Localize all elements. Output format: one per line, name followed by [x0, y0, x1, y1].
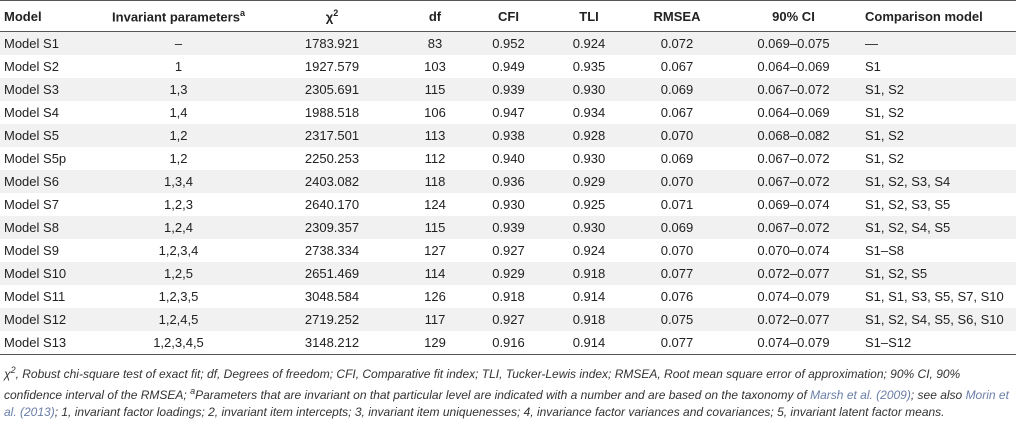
cell-cfi: 0.939 — [492, 82, 525, 97]
cell-df: 124 — [424, 197, 446, 212]
cell-cfi: 0.936 — [492, 174, 525, 189]
cell-model: Model S6 — [4, 174, 59, 189]
table-row — [0, 331, 1016, 355]
cell-rmsea: 0.067 — [660, 59, 694, 74]
cell-chi-square: 2250.253 — [304, 151, 360, 166]
cell-cfi: 0.916 — [467, 331, 550, 355]
cell-model: Model S2 — [4, 59, 59, 74]
cell-chi-square: 2403.082 — [304, 174, 360, 189]
cell-rmsea: 0.070 — [660, 243, 694, 258]
cell-df: 115 — [424, 82, 446, 97]
cell-df: 127 — [424, 243, 446, 258]
cell-chi-square: 1988.518 — [304, 105, 360, 120]
cell-chi-square: 3048.584 — [304, 289, 360, 304]
cell-rmsea: 0.069 — [660, 220, 694, 235]
cell-tli: 0.914 — [572, 289, 606, 304]
cell-invariant-parameters: 1,2,3,4,5 — [96, 331, 261, 355]
cell-tli: 0.924 — [572, 36, 606, 51]
cell-cfi: 0.918 — [492, 289, 525, 304]
cell-chi-square: 3148.212 — [261, 331, 403, 355]
cell-invariant-parameters: 1,2,5 — [164, 266, 193, 281]
cell-tli: 0.918 — [572, 312, 606, 327]
cell-model: Model S12 — [4, 312, 67, 327]
cell-90-ci: 0.067–0.072 — [757, 220, 830, 235]
cell-tli: 0.935 — [572, 59, 606, 74]
table-row — [0, 78, 1016, 101]
table-row — [0, 55, 1016, 78]
cell-rmsea: 0.076 — [660, 289, 694, 304]
header-90-ci: 90% CI — [726, 1, 861, 32]
cell-invariant-parameters: 1,3,4 — [164, 174, 193, 189]
cell-90-ci: 0.067–0.072 — [757, 151, 830, 166]
cell-df: 118 — [424, 174, 446, 189]
header-df: df — [403, 1, 467, 32]
cell-comparison-model: S1, S2, S3, S5 — [865, 197, 951, 212]
cell-rmsea: 0.067 — [660, 105, 694, 120]
cell-model: Model S11 — [4, 289, 66, 304]
cell-comparison-model: S1–S8 — [865, 243, 905, 258]
cell-rmsea: 0.071 — [660, 197, 694, 212]
header-row — [0, 1, 1016, 32]
cell-cfi: 0.940 — [492, 151, 525, 166]
cell-tli: 0.930 — [572, 220, 606, 235]
cell-chi-square: 2317.501 — [304, 128, 360, 143]
cell-chi-square: 2305.691 — [304, 82, 360, 97]
cell-model: Model S9 — [4, 243, 59, 258]
cell-comparison-model: S1, S2 — [865, 128, 905, 143]
cell-df: 115 — [424, 220, 446, 235]
cell-model: Model S5p — [4, 151, 67, 166]
cell-df: 106 — [424, 105, 446, 120]
table-footnote: $\chi^2$, Robust chi-square test of exact fit; df, Degrees of freedom; CFI, Comparative fit index; TLI, Tucker-Lewis index; RMSEA, Root mean square error of approximation; 90% CI, 90% confidence interval of the RMSEA; $^a$Parameters that are invariant on that particular level are indicated with a number and are based on the taxonomy of Marsh et al. (2009); see also Morin et al. (2013); 1, invariant factor loadings; 2, invariant item intercepts; 3, invariant item uniquenesses; 4, invariance factor variances and covariances; 5, invariant latent factor means. — [4, 365, 1009, 419]
cell-invariant-parameters: 1,2,4 — [164, 220, 193, 235]
cell-tli: 0.918 — [572, 266, 606, 281]
cell-comparison-model: — — [865, 36, 878, 51]
cell-comparison-model: S1 — [865, 59, 881, 74]
cell-cfi: 0.947 — [492, 105, 525, 120]
cell-df: 103 — [424, 59, 446, 74]
table-row — [0, 285, 1016, 308]
cell-tli: 0.914 — [550, 331, 628, 355]
cell-tli: 0.925 — [572, 197, 606, 212]
cell-chi-square: 2640.170 — [304, 197, 360, 212]
cell-cfi: 0.930 — [492, 197, 525, 212]
cell-90-ci: 0.064–0.069 — [757, 59, 830, 74]
citation-link-morin[interactable]: Morin et al. (2013) — [4, 388, 1009, 419]
cell-comparison-model: S1, S2, S5 — [865, 266, 928, 281]
cell-comparison-model: S1, S2 — [865, 151, 905, 166]
table-body — [0, 32, 1016, 355]
cell-rmsea: 0.070 — [660, 174, 694, 189]
cell-rmsea: 0.077 — [628, 331, 726, 355]
cell-cfi: 0.952 — [492, 36, 525, 51]
cell-df: 112 — [424, 151, 446, 166]
table-row — [0, 101, 1016, 124]
table-row — [0, 170, 1016, 193]
cell-comparison-model: S1–S12 — [861, 331, 1016, 355]
cell-model: Model S1 — [4, 36, 59, 51]
cell-model: Model S8 — [4, 220, 59, 235]
cell-90-ci: 0.067–0.072 — [757, 82, 830, 97]
cell-invariant-parameters: 1,4 — [169, 105, 188, 120]
cell-tli: 0.930 — [572, 151, 606, 166]
table-row — [0, 239, 1016, 262]
header-rmsea: RMSEA — [628, 1, 726, 32]
cell-comparison-model: S1, S2 — [865, 82, 905, 97]
cell-rmsea: 0.070 — [660, 128, 694, 143]
cell-chi-square: 2738.334 — [304, 243, 360, 258]
header-cfi: CFI — [467, 1, 550, 32]
cell-rmsea: 0.069 — [660, 151, 694, 166]
cell-90-ci: 0.070–0.074 — [757, 243, 830, 258]
cell-tli: 0.924 — [572, 243, 606, 258]
cell-comparison-model: S1, S1, S3, S5, S7, S10 — [865, 289, 1004, 304]
cell-model: Model S7 — [4, 197, 59, 212]
cell-invariant-parameters: 1,2,3 — [164, 197, 193, 212]
table-row — [0, 308, 1016, 331]
cell-90-ci: 0.072–0.077 — [757, 266, 830, 281]
cell-rmsea: 0.077 — [660, 266, 694, 281]
cell-model: Model S13 — [0, 331, 96, 355]
cell-rmsea: 0.072 — [660, 36, 694, 51]
cell-invariant-parameters: 1,2,3,5 — [158, 289, 199, 304]
header-chi-square: $\chi^2$ — [261, 1, 403, 32]
cell-rmsea: 0.075 — [660, 312, 694, 327]
cell-df: 117 — [424, 312, 446, 327]
cell-tli: 0.928 — [572, 128, 606, 143]
cell-90-ci: 0.069–0.075 — [757, 36, 830, 51]
cell-invariant-parameters: 1,2 — [169, 128, 188, 143]
cell-df: 129 — [403, 331, 467, 355]
cell-comparison-model: S1, S2, S4, S5, S6, S10 — [865, 312, 1004, 327]
cell-chi-square: 2309.357 — [304, 220, 360, 235]
cell-cfi: 0.949 — [492, 59, 525, 74]
cell-chi-square: 1927.579 — [304, 59, 360, 74]
cell-df: 114 — [424, 266, 446, 281]
cell-cfi: 0.929 — [492, 266, 525, 281]
header-model: Model — [0, 1, 96, 32]
cell-invariant-parameters: 1 — [174, 59, 183, 74]
cell-chi-square: 1783.921 — [304, 36, 360, 51]
cell-invariant-parameters: 1,2,4,5 — [158, 312, 199, 327]
cell-cfi: 0.938 — [492, 128, 525, 143]
cell-tli: 0.930 — [572, 82, 606, 97]
header-tli: TLI — [550, 1, 628, 32]
cell-df: 113 — [424, 128, 446, 143]
cell-90-ci: 0.072–0.077 — [757, 312, 830, 327]
cell-90-ci: 0.069–0.074 — [757, 197, 830, 212]
cell-90-ci: 0.074–0.079 — [726, 331, 861, 355]
cell-model: Model S10 — [4, 266, 67, 281]
cell-df: 126 — [424, 289, 446, 304]
cell-invariant-parameters: 1,2,3,4 — [158, 243, 199, 258]
table-row — [0, 147, 1016, 170]
cell-rmsea: 0.069 — [660, 82, 694, 97]
citation-link-marsh[interactable]: Marsh et al. (2009) — [810, 388, 911, 402]
cell-model: Model S3 — [4, 82, 59, 97]
header-invariant-parameters: Invariant parameters$^a$ — [96, 1, 261, 32]
cell-chi-square: 2719.252 — [304, 312, 360, 327]
cell-comparison-model: S1, S2 — [865, 105, 905, 120]
cell-model: Model S4 — [4, 105, 59, 120]
cell-tli: 0.929 — [572, 174, 606, 189]
cell-invariant-parameters: 1,3 — [169, 82, 188, 97]
cell-chi-square: 2651.469 — [304, 266, 360, 281]
cell-tli: 0.934 — [572, 105, 606, 120]
cell-90-ci: 0.064–0.069 — [757, 105, 830, 120]
header-comparison-model: Comparison model — [861, 1, 1016, 32]
cell-90-ci: 0.074–0.079 — [757, 289, 830, 304]
cell-comparison-model: S1, S2, S3, S4 — [865, 174, 951, 189]
cell-90-ci: 0.067–0.072 — [757, 174, 830, 189]
cell-cfi: 0.939 — [492, 220, 525, 235]
table-row — [0, 262, 1016, 285]
table-row — [0, 124, 1016, 147]
cell-df: 83 — [427, 36, 443, 51]
cell-model: Model S5 — [4, 128, 59, 143]
cell-cfi: 0.927 — [492, 243, 525, 258]
cell-comparison-model: S1, S2, S4, S5 — [865, 220, 951, 235]
table-row — [0, 32, 1016, 56]
cell-invariant-parameters: – — [174, 36, 183, 51]
cell-cfi: 0.927 — [492, 312, 525, 327]
cell-90-ci: 0.068–0.082 — [757, 128, 830, 143]
cell-invariant-parameters: 1,2 — [169, 151, 188, 166]
table-row — [0, 193, 1016, 216]
table-row — [0, 216, 1016, 239]
